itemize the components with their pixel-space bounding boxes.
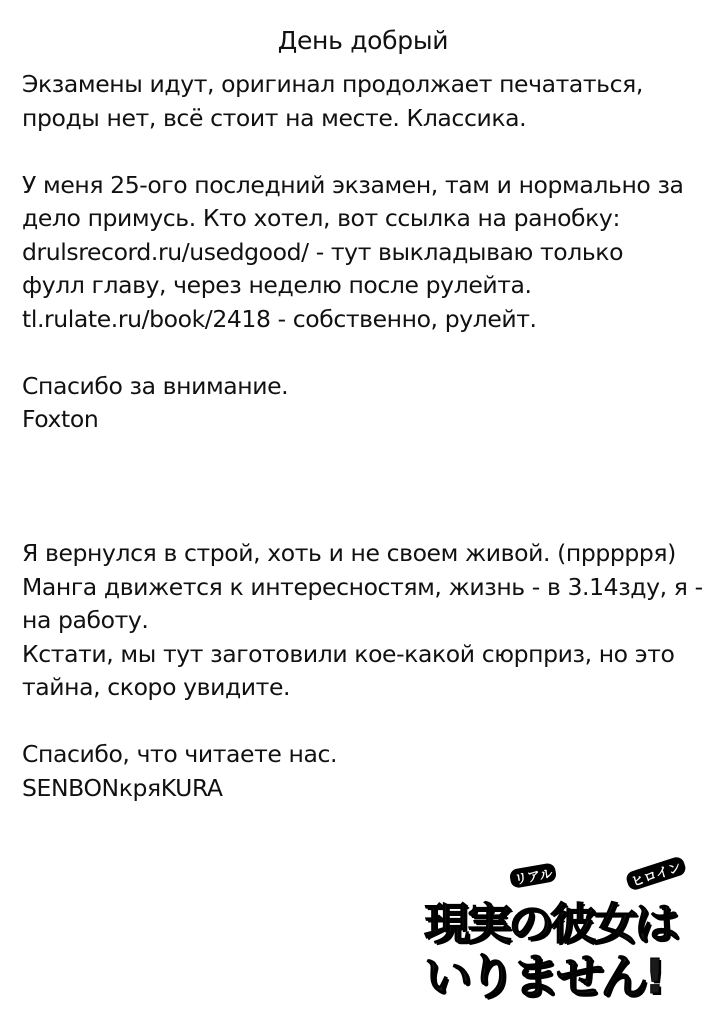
- manga-title-logo: [418, 862, 708, 1012]
- logo-ruby-heroine: ヒロイン: [625, 855, 688, 891]
- signature-team: SENBONкряKURA: [22, 773, 223, 802]
- logo-title-line-1: 現実の彼女は: [424, 898, 676, 950]
- text-line: тайна, скоро увидите.: [22, 673, 291, 701]
- paragraph-links: [22, 169, 722, 337]
- paragraph-gap: [22, 705, 722, 739]
- text-line: Кстати, мы тут заготовили кое-какой сюрприз, но это: [22, 639, 675, 668]
- section-gap: [22, 504, 722, 538]
- paragraph-signoff-foxton: [22, 370, 722, 437]
- section-gap: [22, 437, 722, 504]
- logo-ruby-real: リアル: [509, 862, 558, 889]
- paragraph-signoff-team: [22, 738, 722, 805]
- text-line: проды нет, всё стоит на месте. Классика.: [22, 103, 527, 132]
- text-line-rulate-link: tl.rulate.ru/book/2418 - собственно, рулейт.: [22, 304, 537, 333]
- text-line: Спасибо за внимание.: [22, 371, 289, 400]
- text-line: фулл главу, через неделю после рулейта.: [22, 271, 532, 299]
- paragraph-gap: [22, 336, 722, 370]
- text-line: Экзамены идут, оригинал продолжает печататься,: [22, 70, 643, 98]
- page-heading: День добрый: [277, 26, 449, 55]
- text-line: Я вернулся в строй, хоть и не своем живой. (пррррря): [22, 539, 676, 567]
- signature-foxton: Foxton: [22, 405, 99, 433]
- paragraph-return: [22, 537, 722, 705]
- text-line: Спасибо, что читаете нас.: [22, 740, 338, 768]
- text-line-drulsrecord-link: drulsrecord.ru/usedgood/ - тут выкладываю только: [22, 237, 624, 266]
- logo-title-line-2: いりません!: [424, 949, 662, 1005]
- paragraph-gap: [22, 135, 722, 169]
- text-line: на работу.: [22, 606, 149, 634]
- text-line: У меня 25-ого последний экзамен, там и нормально за: [22, 170, 684, 199]
- paragraph-exams: [22, 68, 722, 135]
- message-body: [22, 68, 722, 805]
- text-line: дело примусь. Кто хотел, вот ссылка на ранобку:: [22, 204, 620, 232]
- text-line: Манга движется к интересностям, жизнь - в 3.14зду, я -: [22, 572, 703, 601]
